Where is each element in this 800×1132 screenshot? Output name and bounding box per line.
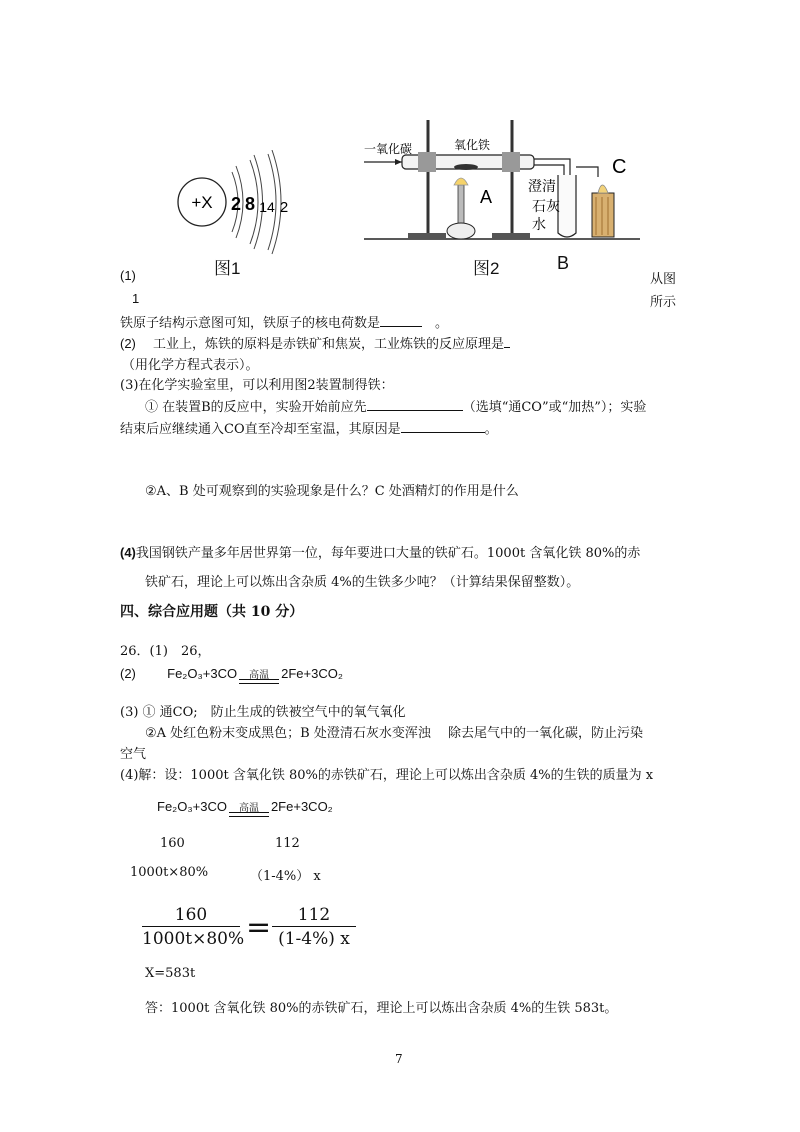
q3-c-text: ②A、B 处可观察到的实验现象是什么？C 处酒精灯的作用是什么 [145, 484, 519, 499]
final-answer: 答：1000t 含氧化铁 80%的赤铁矿石，理论上可以炼出含杂质 4%的生铁 583t。 [145, 1001, 618, 1016]
equation-right: 2Fe+3CO₂ [281, 666, 343, 681]
mass-right: 112 [275, 836, 300, 851]
equation-left: Fe₂O₃+3CO [167, 666, 238, 681]
iron-oxide-label: 氧化铁 [454, 138, 491, 152]
q4-line-2: 铁矿石，理论上可以炼出含杂质 4%的生铁多少吨？（计算结果保留整数）。 [145, 575, 580, 590]
fraction-left [142, 905, 245, 949]
q3-b-text: 结束后应继续通入CO直至冷却至室温，其原因是 [120, 422, 401, 437]
answer-3-line-2: ②A 处红色粉末变成黑色；B 处澄清石灰水变浑浊 除去尾气中的一氧化碳，防止污染 [145, 726, 643, 741]
q1-number-2: 1 [132, 291, 140, 306]
lime-label-line-2: 石灰 [532, 198, 560, 214]
q2-blank[interactable] [504, 347, 510, 348]
answer-3-line-1: (3) ① 通CO; 防止生成的铁被空气中的氧气氧化 [120, 705, 406, 720]
answer-2-line [120, 666, 343, 681]
fraction-right [272, 905, 356, 949]
reaction-condition [237, 666, 281, 681]
fraction-left-numerator: 160 [174, 905, 208, 925]
q1-line [120, 312, 448, 331]
mass-left: 160 [160, 836, 185, 851]
fraction-right-denominator: (1-4%) x [278, 929, 350, 949]
q1-right-text-2: 所示 [650, 295, 677, 310]
q3-a-blank[interactable] [367, 410, 463, 411]
q3-intro: (3)在化学实验室里，可以利用图2装置制得铁： [120, 378, 394, 393]
page-number: 7 [395, 1052, 403, 1066]
figure-1-caption: 图1 [214, 259, 241, 278]
q4-number: (4) [120, 545, 136, 560]
q4-line-1 [120, 542, 640, 561]
q1-blank[interactable] [380, 326, 422, 327]
q1-text: 铁原子结构示意图可知，铁原子的核电荷数是 [120, 316, 381, 331]
q2-text-2: （用化学方程式表示）。 [122, 358, 259, 373]
lime-label-line-1: 澄清 [528, 178, 556, 194]
figure-2-apparatus-diagram [362, 115, 642, 250]
label-a: A [480, 187, 493, 207]
q1-number: (1) [120, 268, 136, 283]
answer-3-line-3: 空气 [120, 747, 147, 762]
nucleus-label: +X [191, 193, 213, 212]
answer-4-line-1: (4)解：设：1000t 含氧化铁 80%的赤铁矿石，理论上可以炼出含杂质 4%的生铁的质量为 x [120, 768, 654, 783]
condition-text: 高温 [249, 670, 270, 681]
result: X=583t [145, 966, 196, 981]
q3-b-end: 。 [484, 422, 498, 437]
equation-right-2: 2Fe+3CO₂ [270, 799, 333, 814]
reaction-condition-2 [227, 799, 271, 814]
answer-2-number: (2) [120, 666, 136, 681]
label-c: C [612, 156, 627, 178]
section-title: 四、综合应用题（共 10 分） [120, 604, 304, 620]
co-label: 一氧化碳 [364, 142, 413, 156]
figure-2-caption: 图2 [473, 259, 500, 278]
given-right: （1-4%） x [250, 869, 321, 884]
q1-end: 。 [435, 316, 449, 331]
shell-count-2: 8 [244, 194, 256, 214]
q1-right-text-1: 从图 [650, 272, 677, 287]
figure-2-label-b: B [557, 253, 570, 273]
q2-text: 工业上，炼铁的原料是赤铁矿和焦炭，工业炼铁的反应原理是 [153, 337, 505, 352]
q2-line [120, 333, 510, 352]
q3-a-hint: （选填“通CO”或“加热”）；实验 [462, 400, 647, 415]
equation-left-2: Fe₂O₃+3CO [157, 799, 227, 814]
fraction-left-denominator: 1000t×80% [142, 929, 245, 949]
fraction-right-numerator: 112 [297, 905, 331, 925]
given-left: 1000t×80% [130, 865, 209, 880]
lime-label-line-3: 水 [532, 216, 546, 232]
answer-1: 26．(1) 26， [120, 644, 211, 659]
shell-count-4: 2 [279, 199, 289, 216]
q4-text-1: 我国钢铁产量多年居世界第一位，每年要进口大量的铁矿石。1000t 含氧化铁 80%的赤 [135, 546, 641, 561]
q3-a-line [145, 396, 646, 415]
shell-count-1: 2 [230, 194, 242, 214]
answer-4-equation [157, 799, 333, 814]
shell-count-3: 14 [259, 199, 275, 215]
q3-b-line [120, 418, 498, 437]
q3-b-blank[interactable] [401, 432, 485, 433]
q3-a-text: ① 在装置B的反应中，实验开始前应先 [145, 400, 367, 415]
condition-text-2: 高温 [238, 803, 259, 814]
equals-sign: = [246, 910, 272, 945]
figure-1-atom-diagram [170, 150, 300, 260]
q2-number: (2) [120, 336, 136, 351]
